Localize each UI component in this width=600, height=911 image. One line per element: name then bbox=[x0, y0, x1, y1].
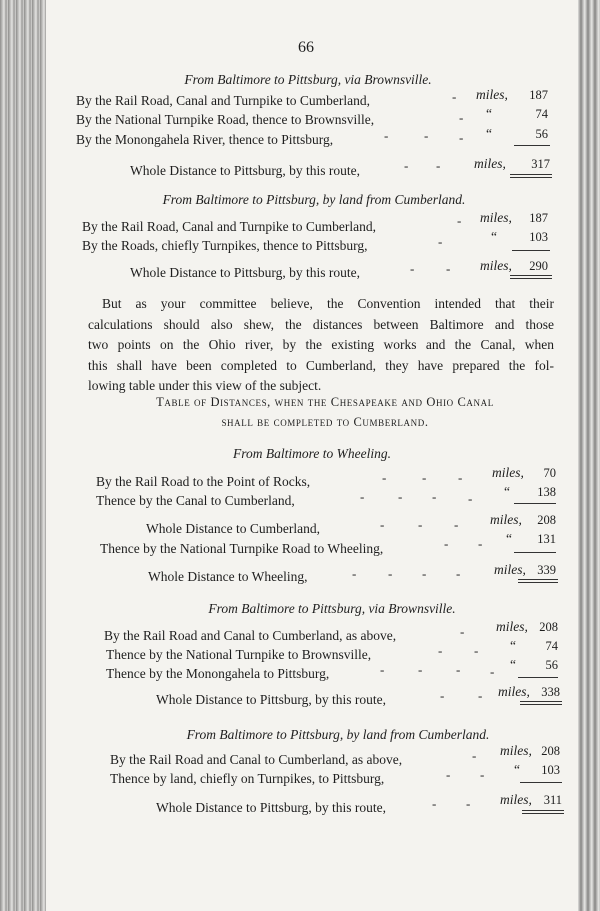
total-value: 317 bbox=[531, 157, 550, 171]
row-unit: “ bbox=[514, 762, 520, 777]
total-rule bbox=[510, 275, 552, 276]
row-unit: miles, bbox=[496, 619, 528, 634]
leader-dash: - bbox=[384, 128, 389, 143]
row-label: Thence by the National Turnpike Road to Wheeling, bbox=[100, 541, 384, 556]
total-rule bbox=[520, 704, 562, 705]
row-value: 138 bbox=[537, 485, 556, 499]
leader-dash: - bbox=[446, 767, 451, 782]
row-label: Thence by the National Turnpike to Brownsville, bbox=[106, 647, 372, 662]
leader-dash: - bbox=[480, 767, 485, 782]
row-unit: miles, bbox=[500, 743, 532, 758]
row-value: 74 bbox=[545, 639, 558, 653]
sum-rule bbox=[520, 782, 562, 783]
committee-paragraph bbox=[88, 294, 554, 397]
paragraph-line: But as your committee believe, the Convention intended that their bbox=[102, 296, 554, 311]
row-value: 208 bbox=[541, 744, 560, 758]
total-rule bbox=[518, 582, 558, 583]
row-value: 74 bbox=[535, 107, 548, 121]
page-binding-edge-left bbox=[0, 0, 46, 911]
row-label: By the Rail Road and Canal to Cumberland, as above, bbox=[110, 752, 403, 767]
row-label: By the Rail Road to the Point of Rocks, bbox=[96, 474, 311, 489]
row-label: By the Monongahela River, thence to Pittsburg, bbox=[76, 132, 334, 147]
sum-rule bbox=[512, 250, 550, 251]
row-value: 70 bbox=[543, 466, 556, 480]
leader-dash: - bbox=[424, 128, 429, 143]
total-rule bbox=[510, 174, 552, 175]
total-rule bbox=[522, 813, 564, 814]
row-unit: “ bbox=[486, 126, 492, 141]
section-heading-1: From Baltimore to Pittsburg, via Brownsville. bbox=[184, 72, 432, 87]
sum-rule bbox=[514, 503, 556, 504]
row-unit: “ bbox=[491, 229, 497, 244]
paragraph-line: two points on the Ohio river, by the existing works and the Canal, when bbox=[88, 337, 554, 352]
section-heading-2: From Baltimore to Pittsburg, by land from Cumberland. bbox=[162, 192, 466, 207]
row-label: By the Roads, chiefly Turnpikes, thence to Pittsburg, bbox=[82, 238, 368, 253]
leader-dash: - bbox=[457, 213, 462, 228]
leader-dash: - bbox=[438, 234, 443, 249]
row-label: Thence by the Monongahela to Pittsburg, bbox=[106, 666, 330, 681]
total-value: 338 bbox=[541, 685, 560, 699]
total-label: Whole Distance to Pittsburg, by this route, bbox=[156, 692, 386, 707]
paragraph-line: calculations should also shew, the distances between Baltimore and those bbox=[88, 316, 554, 332]
total-value: 339 bbox=[537, 563, 556, 577]
leader-dash: - bbox=[410, 261, 415, 276]
paragraph-line: this shall have been completed to Cumberland, they have prepared the fol- bbox=[88, 357, 554, 373]
row-unit: “ bbox=[486, 106, 492, 121]
leader-dash: - bbox=[422, 566, 427, 581]
row-value: 56 bbox=[545, 658, 558, 672]
total-label: Whole Distance to Pittsburg, by this route, bbox=[156, 800, 386, 815]
leader-dash: - bbox=[440, 688, 445, 703]
subtotal-value: 208 bbox=[537, 513, 556, 527]
row-label: By the Rail Road and Canal to Cumberland, as above, bbox=[104, 628, 397, 643]
sum-rule bbox=[518, 677, 558, 678]
row-value: 208 bbox=[539, 620, 558, 634]
row-unit: “ bbox=[504, 484, 510, 499]
page-edge-right bbox=[578, 0, 600, 911]
leader-dash: - bbox=[459, 130, 464, 145]
total-unit: miles, bbox=[500, 792, 532, 807]
leader-dash: - bbox=[418, 517, 423, 532]
leader-dash: - bbox=[474, 643, 479, 658]
leader-dash: - bbox=[380, 662, 385, 677]
leader-dash: - bbox=[380, 517, 385, 532]
total-rule bbox=[510, 177, 552, 178]
total-rule bbox=[518, 579, 558, 580]
leader-dash: - bbox=[404, 158, 409, 173]
leader-dash: - bbox=[468, 491, 473, 506]
total-label: Whole Distance to Pittsburg, by this route, bbox=[130, 163, 360, 178]
row-label: Thence by land, chiefly on Turnpikes, to Pittsburg, bbox=[110, 771, 385, 786]
row-value: 187 bbox=[529, 211, 548, 225]
row-unit: miles, bbox=[476, 87, 508, 102]
leader-dash: - bbox=[458, 470, 463, 485]
total-rule bbox=[510, 278, 552, 279]
total-value: 290 bbox=[529, 259, 548, 273]
leader-dash: - bbox=[456, 662, 461, 677]
row-unit: “ bbox=[510, 638, 516, 653]
leader-dash: - bbox=[454, 517, 459, 532]
leader-dash: - bbox=[352, 566, 357, 581]
leader-dash: - bbox=[432, 489, 437, 504]
leader-dash: - bbox=[446, 261, 451, 276]
row-label: By the National Turnpike Road, thence to Brownsville, bbox=[76, 112, 375, 127]
subtotal-label: Whole Distance to Cumberland, bbox=[146, 521, 320, 536]
leader-dash: - bbox=[398, 489, 403, 504]
subtotal-unit: miles, bbox=[490, 512, 522, 527]
leader-dash: - bbox=[452, 89, 457, 104]
row-value: 131 bbox=[537, 532, 556, 546]
total-unit: miles, bbox=[474, 156, 506, 171]
row-unit: miles, bbox=[480, 210, 512, 225]
total-unit: miles, bbox=[480, 258, 512, 273]
table-heading-brownsville: From Baltimore to Pittsburg, via Brownsville. bbox=[208, 601, 456, 616]
table-title-line-2: shall be completed to Cumberland. bbox=[221, 415, 429, 429]
leader-dash: - bbox=[432, 796, 437, 811]
leader-dash: - bbox=[418, 662, 423, 677]
total-rule bbox=[522, 810, 564, 811]
total-unit: miles, bbox=[494, 562, 526, 577]
total-label: Whole Distance to Wheeling, bbox=[148, 569, 308, 584]
row-unit: “ bbox=[506, 531, 512, 546]
leader-dash: - bbox=[436, 158, 441, 173]
total-label: Whole Distance to Pittsburg, by this route, bbox=[130, 265, 360, 280]
row-label: Thence by the Canal to Cumberland, bbox=[96, 493, 295, 508]
leader-dash: - bbox=[472, 748, 477, 763]
sum-rule bbox=[514, 145, 550, 146]
row-value: 56 bbox=[535, 127, 548, 141]
total-value: 311 bbox=[543, 793, 562, 807]
leader-dash: - bbox=[422, 470, 427, 485]
leader-dash: - bbox=[478, 536, 483, 551]
row-value: 187 bbox=[529, 88, 548, 102]
leader-dash: - bbox=[466, 796, 471, 811]
leader-dash: - bbox=[456, 566, 461, 581]
leader-dash: - bbox=[382, 470, 387, 485]
leader-dash: - bbox=[460, 624, 465, 639]
paragraph-line: lowing table under this view of the subject. bbox=[88, 378, 322, 393]
row-unit: “ bbox=[510, 657, 516, 672]
leader-dash: - bbox=[478, 688, 483, 703]
row-label: By the Rail Road, Canal and Turnpike to Cumberland, bbox=[76, 93, 370, 108]
leader-dash: - bbox=[360, 489, 365, 504]
row-value: 103 bbox=[529, 230, 548, 244]
row-unit: miles, bbox=[492, 465, 524, 480]
page-number: 66 bbox=[298, 39, 314, 56]
sum-rule bbox=[514, 552, 556, 553]
leader-dash: - bbox=[444, 536, 449, 551]
row-label: By the Rail Road, Canal and Turnpike to Cumberland, bbox=[82, 219, 376, 234]
table-title-line-1: Table of Distances, when the Chesapeake and Ohio Canal bbox=[156, 395, 494, 409]
total-rule bbox=[520, 701, 562, 702]
leader-dash: - bbox=[490, 664, 495, 679]
leader-dash: - bbox=[459, 110, 464, 125]
leader-dash: - bbox=[388, 566, 393, 581]
row-value: 103 bbox=[541, 763, 560, 777]
total-unit: miles, bbox=[498, 684, 530, 699]
leader-dash: - bbox=[438, 643, 443, 658]
table-heading-wheeling: From Baltimore to Wheeling. bbox=[233, 446, 391, 461]
table-heading-by-land: From Baltimore to Pittsburg, by land from Cumberland. bbox=[186, 727, 490, 742]
